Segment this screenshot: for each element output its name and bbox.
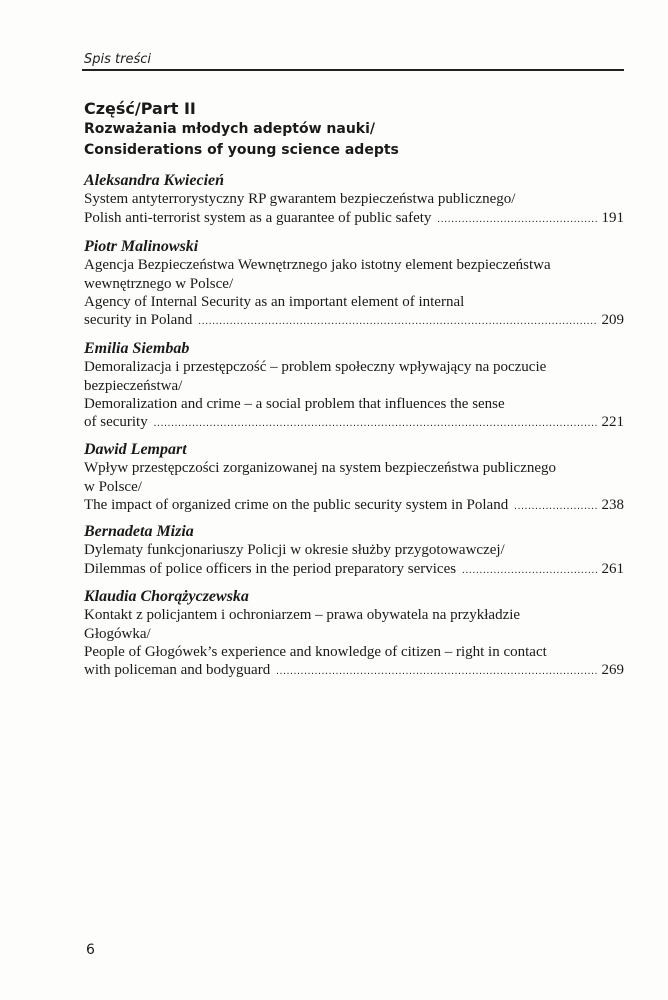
entry-title-line: with policeman and bodyguard <box>84 662 271 679</box>
entry-page: 261 <box>601 560 624 577</box>
entry-title-line: System antyterrorystyczny RP gwarantem bezpieczeństwa publicznego/ <box>84 191 516 208</box>
entry-title-line: Demoralizacja i przestępczość – problem społeczny wpływający na poczucie <box>84 359 547 376</box>
dot-leader <box>462 562 597 580</box>
entry-last-line <box>84 560 624 580</box>
toc-entry <box>84 523 624 580</box>
entry-title-line: Dylematy funkcjonariuszy Policji w okresie służby przygotowawczej/ <box>84 542 505 559</box>
entry-title-line: Wpływ przestępczości zorganizowanej na system bezpieczeństwa publicznego <box>84 460 557 477</box>
dot-leader <box>198 313 597 331</box>
entry-title-line: People of Głogówek’s experience and knowledge of citizen – right in contact <box>84 643 547 660</box>
entry-author: Dawid Lempart <box>84 441 187 458</box>
entry-author: Emilia Siembab <box>84 340 190 357</box>
entry-author: Aleksandra Kwiecień <box>84 172 225 189</box>
entry-title-line: security in Poland <box>84 312 193 329</box>
dot-leader <box>154 415 598 433</box>
entry-title-line: Kontakt z policjantem i ochroniarzem – prawa obywatela na przykładzie <box>84 607 521 624</box>
entry-page: 209 <box>601 312 624 329</box>
entry-title-line: Głogówka/ <box>84 625 151 642</box>
dot-leader <box>514 498 597 516</box>
entry-title-line: w Polsce/ <box>84 478 142 495</box>
part-title: Część/Part II <box>84 99 196 118</box>
toc-entry <box>84 238 624 331</box>
toc-entry <box>84 340 624 433</box>
header-rule <box>82 69 624 71</box>
entry-title-line: Dilemmas of police officers in the period preparatory services <box>84 560 457 577</box>
entry-title-line: Polish anti-terrorist system as a guarantee of public safety <box>84 209 432 226</box>
entry-title-line: of security <box>84 414 148 431</box>
running-header: Spis treści <box>84 52 151 67</box>
entry-last-line <box>84 496 624 516</box>
entry-page: 221 <box>601 414 624 431</box>
entry-author: Klaudia Chorążyczewska <box>84 588 249 605</box>
part-subtitle-pl: Rozważania młodych adeptów nauki/ <box>84 121 376 137</box>
toc-entry <box>84 441 624 516</box>
entry-author: Bernadeta Mizia <box>84 523 194 540</box>
entry-title-line: Agencja Bezpieczeństwa Wewnętrznego jako istotny element bezpieczeństwa <box>84 257 551 274</box>
part-heading <box>84 98 399 161</box>
entry-last-line <box>84 311 624 331</box>
entry-title-line: wewnętrznego w Polsce/ <box>84 275 234 292</box>
toc-entry <box>84 588 624 681</box>
entry-last-line <box>84 413 624 433</box>
part-subtitle-en: Considerations of young science adepts <box>84 142 399 158</box>
entry-last-line <box>84 661 624 681</box>
entry-title-line: bezpieczeństwa/ <box>84 377 183 394</box>
entry-page: 269 <box>601 662 624 679</box>
dot-leader <box>276 663 597 681</box>
entry-author: Piotr Malinowski <box>84 238 199 255</box>
entry-page: 191 <box>601 209 624 226</box>
entry-title-line: Agency of Internal Security as an important element of internal <box>84 293 465 310</box>
entry-page: 238 <box>601 496 624 513</box>
entry-last-line <box>84 209 624 229</box>
entry-title-line: Demoralization and crime – a social problem that influences the sense <box>84 395 505 412</box>
page-number: 6 <box>86 942 95 958</box>
dot-leader <box>437 211 597 229</box>
entry-title-line: The impact of organized crime on the public security system in Poland <box>84 496 509 513</box>
toc-entry <box>84 172 624 229</box>
